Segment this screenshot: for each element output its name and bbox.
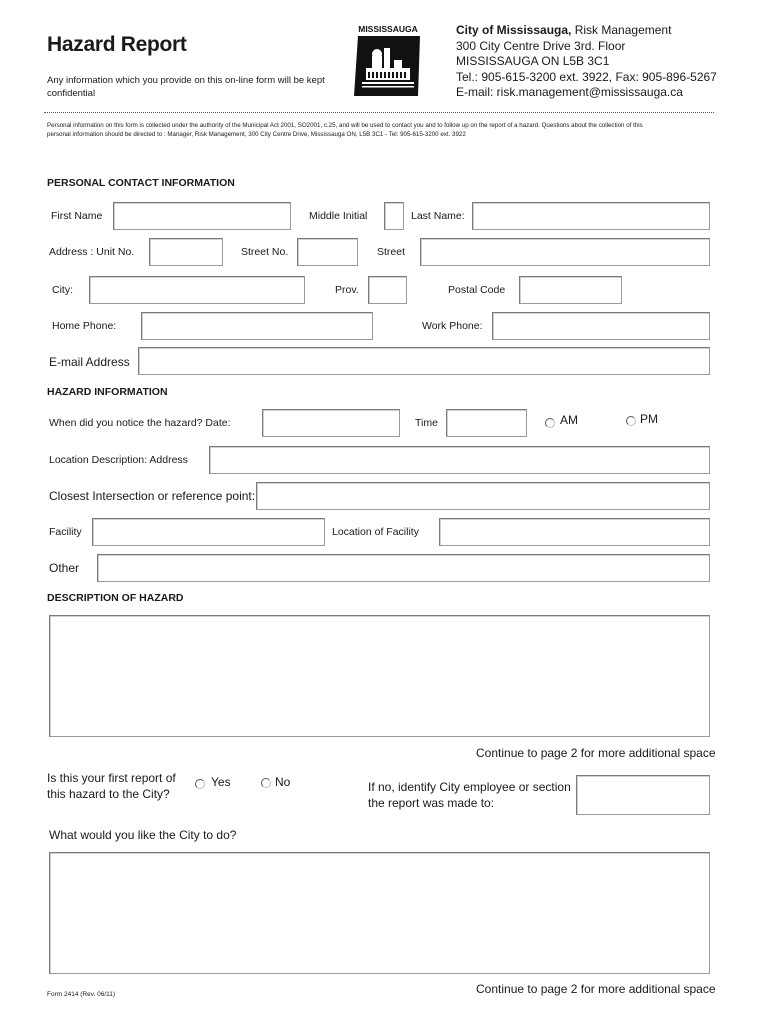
street-field[interactable] — [420, 238, 710, 266]
intersection-field[interactable] — [256, 482, 710, 510]
email-label: E-mail Address — [49, 355, 130, 369]
mississauga-logo — [352, 24, 424, 98]
prov-field[interactable] — [368, 276, 407, 304]
yes-label: Yes — [211, 775, 231, 789]
continue-note-2: Continue to page 2 for more additional space — [476, 982, 716, 996]
request-textarea[interactable] — [49, 852, 710, 974]
work-phone-label: Work Phone: — [422, 320, 483, 332]
city-field[interactable] — [89, 276, 305, 304]
first-name-field[interactable] — [113, 202, 291, 230]
postal-code-label: Postal Code — [448, 284, 506, 296]
date-label: When did you notice the hazard? Date: — [49, 417, 231, 429]
street-no-label: Street No. — [241, 246, 289, 258]
middle-initial-field[interactable] — [384, 202, 404, 230]
middle-initial-label: Middle Initial — [309, 210, 368, 222]
no-radio[interactable] — [261, 778, 271, 788]
postal-code-field[interactable] — [519, 276, 622, 304]
date-field[interactable] — [262, 409, 400, 437]
hazard-info-heading: HAZARD INFORMATION — [47, 386, 168, 398]
time-field[interactable] — [446, 409, 527, 437]
first-name-label: First Name — [51, 210, 103, 222]
confidentiality-note: Any information which you provide on this on-line form will be kept confidential — [47, 75, 325, 99]
intersection-label: Closest Intersection or reference point: — [49, 489, 256, 503]
city-label: City: — [52, 284, 73, 296]
location-of-facility-field[interactable] — [439, 518, 710, 546]
location-label: Location Description: Address — [49, 454, 188, 466]
street-no-field[interactable] — [297, 238, 358, 266]
pm-label: PM — [640, 412, 658, 426]
am-radio[interactable] — [545, 418, 555, 428]
unit-no-field[interactable] — [149, 238, 223, 266]
page-title: Hazard Report — [47, 33, 187, 56]
time-label: Time — [415, 417, 438, 429]
prov-label: Prov. — [335, 284, 359, 296]
city-employee-field[interactable] — [576, 775, 710, 815]
first-report-question: Is this your first report of this hazard to the City? — [47, 771, 176, 801]
contact-address-block: City of Mississauga, Risk Management 300 City Centre Drive 3rd. Floor MISSISSAUGA ON L5B 3C1 Tel.: 905-615-3200 ext. 3922, Fax: 905-896-5267 E-mail: risk.management@mississauga.ca — [456, 23, 717, 99]
yes-radio[interactable] — [195, 779, 205, 789]
form-number: Form 2414 (Rev. 06/11) — [47, 991, 116, 998]
facility-field[interactable] — [92, 518, 325, 546]
email-field[interactable] — [138, 347, 710, 375]
if-no-label: If no, identify City employee or section the report was made to: — [368, 780, 571, 810]
am-label: AM — [560, 413, 578, 427]
location-of-facility-label: Location of Facility — [332, 526, 419, 538]
other-label: Other — [49, 561, 80, 575]
facility-label: Facility — [49, 526, 82, 538]
other-field[interactable] — [97, 554, 710, 582]
continue-note: Continue to page 2 for more additional space — [476, 746, 716, 760]
street-label: Street — [377, 246, 406, 258]
home-phone-label: Home Phone: — [52, 320, 117, 332]
work-phone-field[interactable] — [492, 312, 710, 340]
request-question: What would you like the City to do? — [49, 828, 237, 842]
divider — [44, 112, 714, 113]
description-textarea[interactable] — [49, 615, 710, 737]
no-label: No — [275, 775, 291, 789]
home-phone-field[interactable] — [141, 312, 373, 340]
personal-contact-heading: PERSONAL CONTACT INFORMATION — [47, 177, 235, 189]
svg-text:MISSISSAUGA: MISSISSAUGA — [358, 24, 418, 34]
last-name-label: Last Name: — [411, 210, 465, 222]
pm-radio[interactable] — [626, 416, 636, 426]
privacy-notice: Personal information on this form is collected under the authority of the Municipal Act 2001, SO2001, c.25, and will be used to contact you and to follow up on the report of a hazard. Questions about the collection of this personal information should be directed to : Manager, Risk Management, 300 City Centre Drive, Mississauga ON, L5B 3C1 - Tel: 905-615-3200 ext. 3922 — [47, 122, 643, 138]
location-field[interactable] — [209, 446, 710, 474]
last-name-field[interactable] — [472, 202, 710, 230]
description-heading: DESCRIPTION OF HAZARD — [47, 592, 184, 604]
unit-no-label: Address : Unit No. — [49, 246, 135, 258]
